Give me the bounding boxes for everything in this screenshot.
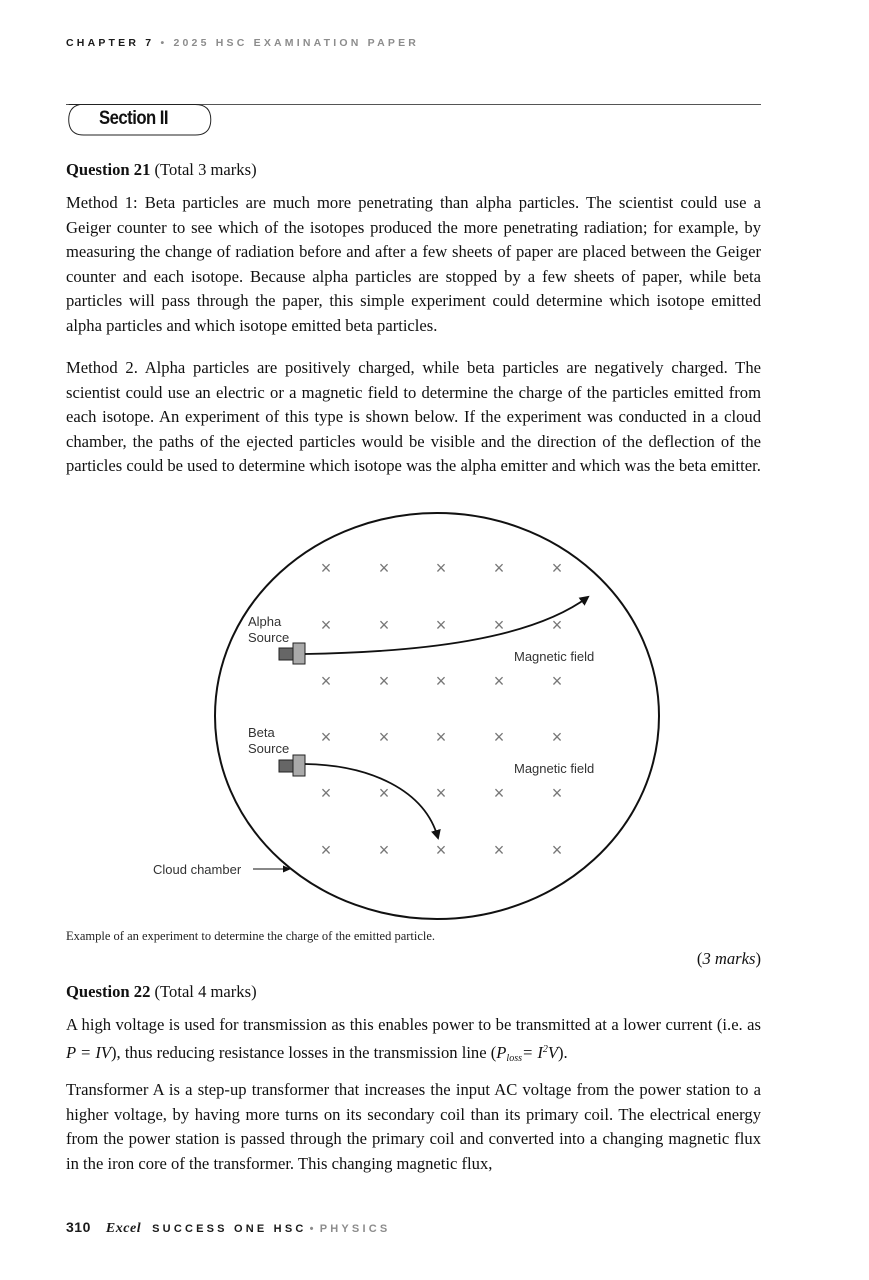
magnetic-field-cross-icon: × (320, 727, 332, 747)
magnetic-field-cross-icon: × (435, 558, 447, 578)
magnetic-field-cross-icon: × (493, 558, 505, 578)
loss-equation-i: = I (521, 1042, 543, 1062)
magnetic-field-cross-icon: × (378, 783, 390, 803)
question-21-method-1: Method 1: Beta particles are much more penetrating than alpha particles. The scientist could use a Geiger counter to see which of the isotopes produced the more penetrating radiation; for example, by measuring the change of radiation before and after a few sheets of paper are placed between the Geiger counter and each isotope. Because alpha particles are stopped by a few sheets of paper, while beta particles will pass through the paper, this simple experiment could determine which isotope emitted alpha particles and which isotope emitted beta particles. (66, 193, 761, 335)
question-21-total: (Total 3 marks) (154, 160, 257, 179)
magnetic-field-cross-icon: × (435, 840, 447, 860)
magnetic-field-cross-icon: × (435, 727, 447, 747)
magnetic-field-cross-icon: × (378, 727, 390, 747)
series-title: SUCCESS ONE HSC (152, 1223, 307, 1235)
loss-superscript: 2 (542, 1043, 548, 1055)
magnetic-field-cross-icon: × (435, 615, 447, 635)
question-22-paragraph-2: Transformer A is a step-up transformer that increases the input AC voltage from the power station to a higher voltage, by having more turns on its secondary coil than its primary coil. The electrical energy from the power station is passed through the primary coil and converted into a changing magnetic flux in the iron core of the transformer. This changing magnetic flux, (66, 1080, 761, 1173)
magnetic-field-cross-icon: × (320, 671, 332, 691)
paper-title: 2025 HSC EXAMINATION PAPER (173, 37, 420, 49)
section-title: Section II (99, 108, 169, 129)
magnetic-field-cross-icon: × (551, 615, 563, 635)
q22-p1-text-b: ), thus reducing resistance losses in the transmission line ( (111, 1042, 497, 1062)
beta-source-label-2: Source (248, 741, 290, 756)
magnetic-field-label-bottom: Magnetic field (514, 761, 595, 776)
header-separator: • (160, 37, 168, 49)
page-footer (66, 1219, 390, 1237)
beta-source-icon (279, 755, 305, 776)
chapter-label: CHAPTER 7 (66, 37, 155, 49)
magnetic-field-cross-icon: × (551, 671, 563, 691)
question-21-method-2: Method 2. Alpha particles are positively charged, while beta particles are negatively charged. The scientist could use an electric or a magnetic field to determine the charge of the particles emitted from each isotope. An experiment of this type is shown below. If the experiment was conducted in a cloud chamber, the paths of the ejected particles would be visible and the direction of the deflection of the particles could be used to determine which isotope was the alpha emitter and which was the beta emitter. (66, 358, 761, 476)
question-21-heading (66, 160, 257, 180)
cloud-chamber-label: Cloud chamber (153, 862, 242, 877)
loss-subscript: loss (506, 1052, 522, 1064)
question-21-number: Question 21 (66, 160, 151, 179)
magnetic-field-grid (321, 558, 563, 860)
power-equation: P = IV (66, 1042, 111, 1062)
magnetic-field-label-top: Magnetic field (514, 649, 595, 664)
q22-p1-text-c: ). (558, 1042, 568, 1062)
alpha-source-icon (279, 643, 305, 664)
magnetic-field-cross-icon: × (435, 671, 447, 691)
magnetic-field-cross-icon: × (320, 783, 332, 803)
subject-label: PHYSICS (319, 1223, 391, 1235)
alpha-source-label-1: Alpha (248, 614, 282, 629)
magnetic-field-cross-icon: × (493, 615, 505, 635)
cloud-chamber-outline (215, 513, 659, 919)
figure-caption: Example of an experiment to determine the charge of the emitted particle. (66, 929, 436, 943)
footer-separator: • (309, 1223, 317, 1235)
magnetic-field-cross-icon: × (551, 783, 563, 803)
magnetic-field-cross-icon: × (320, 615, 332, 635)
magnetic-field-cross-icon: × (320, 840, 332, 860)
question-22-number: Question 22 (66, 982, 151, 1001)
magnetic-field-cross-icon: × (378, 558, 390, 578)
brand-logo: Excel (105, 1221, 142, 1236)
magnetic-field-cross-icon: × (493, 671, 505, 691)
magnetic-field-cross-icon: × (378, 840, 390, 860)
magnetic-field-cross-icon: × (378, 615, 390, 635)
beta-source-label-1: Beta (248, 725, 275, 740)
magnetic-field-cross-icon: × (551, 558, 563, 578)
running-header (66, 37, 419, 49)
magnetic-field-cross-icon: × (435, 783, 447, 803)
magnetic-field-cross-icon: × (378, 671, 390, 691)
loss-equation-v: V (547, 1042, 558, 1062)
page-number: 310 (66, 1219, 91, 1235)
magnetic-field-cross-icon: × (551, 727, 563, 747)
question-21-marks: (3 marks) (696, 949, 761, 968)
q22-p1-text-a: A high voltage is used for transmission as this enables power to be transmitted at a lower current (i.e. as (66, 1015, 761, 1034)
question-22-heading (66, 982, 257, 1002)
magnetic-field-cross-icon: × (493, 727, 505, 747)
question-22-paragraph-1 (66, 1013, 761, 1071)
alpha-particle-path (305, 597, 588, 654)
alpha-source-label-2: Source (248, 630, 290, 645)
marks-value: 3 marks (702, 949, 756, 968)
loss-equation-p: P (496, 1042, 507, 1062)
magnetic-field-cross-icon: × (320, 558, 332, 578)
magnetic-field-cross-icon: × (493, 840, 505, 860)
question-22-total: (Total 4 marks) (154, 982, 257, 1001)
magnetic-field-cross-icon: × (493, 783, 505, 803)
magnetic-field-cross-icon: × (551, 840, 563, 860)
beta-particle-path (305, 764, 438, 838)
